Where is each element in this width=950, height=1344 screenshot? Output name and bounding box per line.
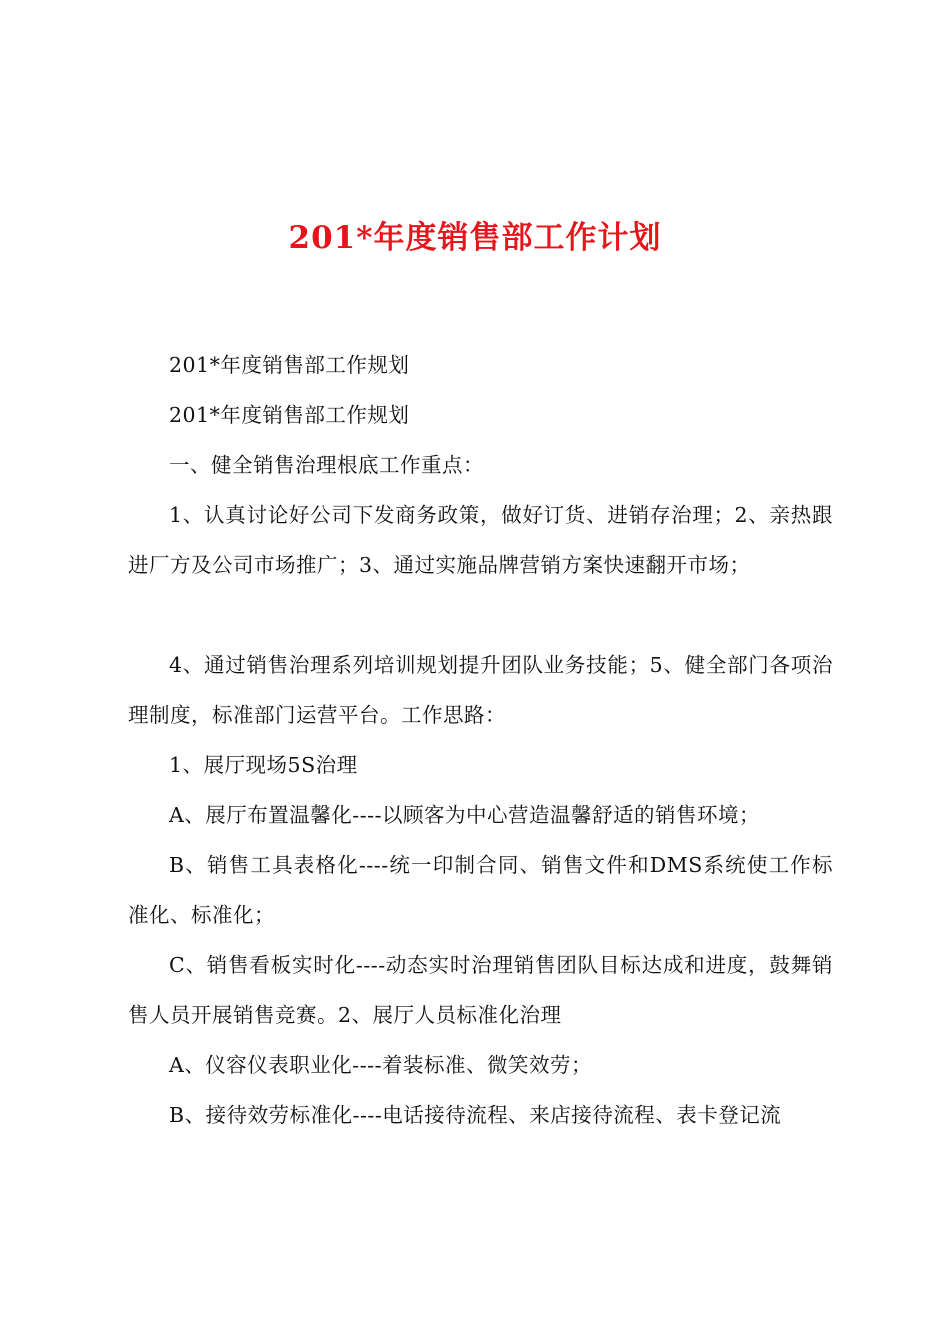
paragraph: 201*年度销售部工作规划 [169,353,410,377]
paragraph: 1、展厅现场5S治理 [169,753,358,777]
paragraph-gap [128,590,833,640]
paragraph: 1、认真讨论好公司下发商务政策，做好订货、进销存治理；2、亲热跟进厂方及公司市场推广；3、通过实施品牌营销方案快速翻开市场； [128,503,833,577]
paragraph: C、销售看板实时化----动态实时治理销售团队目标达成和进度，鼓舞销售人员开展销售竞赛。2、展厅人员标准化治理 [128,953,833,1027]
paragraph: 201*年度销售部工作规划 [169,403,410,427]
paragraph: B、接待效劳标准化----电话接待流程、来店接待流程、表卡登记流 [169,1103,782,1127]
document-title: 201*年度销售部工作计划 [288,220,662,256]
paragraph: 一、健全销售治理根底工作重点： [169,453,484,477]
paragraph: B、销售工具表格化----统一印制合同、销售文件和DMS系统使工作标准化、标准化； [128,853,833,927]
document-body [128,340,833,1140]
paragraph: 4、通过销售治理系列培训规划提升团队业务技能；5、健全部门各项治理制度，标准部门运营平台。工作思路： [128,653,833,727]
paragraph: A、展厅布置温馨化----以顾客为中心营造温馨舒适的销售环境； [169,803,761,827]
paragraph: A、仪容仪表职业化----着装标准、微笑效劳； [169,1053,593,1077]
